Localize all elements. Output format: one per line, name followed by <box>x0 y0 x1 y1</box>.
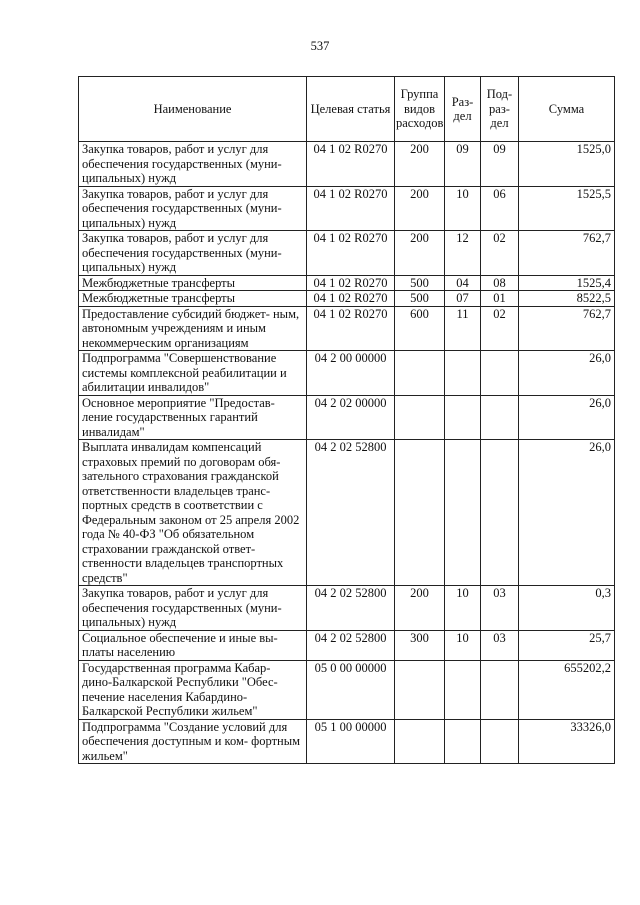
cell-expense-group: 200 <box>395 231 445 276</box>
cell-section <box>445 440 481 586</box>
cell-name: Закупка товаров, работ и услуг для обеспечения государственных (муни- ципальных) нужд <box>79 186 307 231</box>
cell-subsection <box>481 719 519 764</box>
cell-section: 04 <box>445 275 481 291</box>
header-section: Раз- дел <box>445 77 481 142</box>
table-row <box>79 440 615 586</box>
cell-subsection <box>481 660 519 719</box>
cell-sum: 26,0 <box>519 440 615 586</box>
cell-section: 09 <box>445 142 481 187</box>
table-header-row <box>79 77 615 142</box>
cell-section: 12 <box>445 231 481 276</box>
cell-sum: 655202,2 <box>519 660 615 719</box>
table-row <box>79 630 615 660</box>
cell-target-article: 04 2 02 00000 <box>307 395 395 440</box>
table-body <box>79 142 615 764</box>
table-row <box>79 231 615 276</box>
cell-target-article: 04 1 02 R0270 <box>307 231 395 276</box>
cell-subsection: 03 <box>481 586 519 631</box>
cell-expense-group <box>395 660 445 719</box>
cell-name: Социальное обеспечение и иные вы- платы населению <box>79 630 307 660</box>
cell-subsection: 01 <box>481 291 519 307</box>
cell-expense-group: 500 <box>395 275 445 291</box>
cell-target-article: 04 1 02 R0270 <box>307 291 395 307</box>
budget-table <box>78 76 615 764</box>
table-row <box>79 142 615 187</box>
cell-expense-group <box>395 351 445 396</box>
cell-name: Предоставление субсидий бюджет- ным, автономным учреждениям и иным некоммерческим организациям <box>79 306 307 351</box>
cell-expense-group <box>395 440 445 586</box>
cell-subsection: 09 <box>481 142 519 187</box>
header-name: Наименование <box>79 77 307 142</box>
cell-expense-group: 200 <box>395 142 445 187</box>
cell-expense-group: 500 <box>395 291 445 307</box>
cell-sum: 762,7 <box>519 306 615 351</box>
cell-subsection <box>481 351 519 396</box>
cell-subsection: 06 <box>481 186 519 231</box>
cell-target-article: 04 2 02 52800 <box>307 586 395 631</box>
table-row <box>79 186 615 231</box>
cell-section: 07 <box>445 291 481 307</box>
cell-name: Межбюджетные трансферты <box>79 275 307 291</box>
cell-expense-group: 600 <box>395 306 445 351</box>
cell-subsection <box>481 395 519 440</box>
cell-section <box>445 719 481 764</box>
cell-name: Выплата инвалидам компенсаций страховых премий по договорам обя- зательного страхования гражданской ответственности владельцев транс- портных средств в соответствии с Федеральным законом от 25 апреля 2002 года № 40-ФЗ "Об обязательном страховании гражданской ответ- ственности владельцев транспортных средств" <box>79 440 307 586</box>
cell-subsection: 08 <box>481 275 519 291</box>
header-expense-group: Группа видов расходов <box>395 77 445 142</box>
cell-expense-group <box>395 395 445 440</box>
cell-expense-group: 200 <box>395 186 445 231</box>
table-row <box>79 306 615 351</box>
cell-expense-group: 200 <box>395 586 445 631</box>
cell-sum: 8522,5 <box>519 291 615 307</box>
cell-name: Закупка товаров, работ и услуг для обеспечения государственных (муни- ципальных) нужд <box>79 231 307 276</box>
cell-name: Подпрограмма "Совершенствование системы комплексной реабилитации и абилитации инвалидов" <box>79 351 307 396</box>
cell-sum: 26,0 <box>519 395 615 440</box>
cell-sum: 26,0 <box>519 351 615 396</box>
cell-name: Закупка товаров, работ и услуг для обеспечения государственных (муни- ципальных) нужд <box>79 142 307 187</box>
table-row <box>79 660 615 719</box>
cell-target-article: 04 2 02 52800 <box>307 630 395 660</box>
cell-target-article: 05 1 00 00000 <box>307 719 395 764</box>
cell-expense-group <box>395 719 445 764</box>
cell-subsection: 02 <box>481 306 519 351</box>
table-row <box>79 586 615 631</box>
cell-target-article: 04 1 02 R0270 <box>307 186 395 231</box>
table-row <box>79 719 615 764</box>
cell-sum: 762,7 <box>519 231 615 276</box>
cell-section: 10 <box>445 630 481 660</box>
page-number: 537 <box>310 39 330 53</box>
cell-sum: 33326,0 <box>519 719 615 764</box>
cell-target-article: 04 1 02 R0270 <box>307 306 395 351</box>
cell-section: 11 <box>445 306 481 351</box>
header-sum: Сумма <box>519 77 615 142</box>
cell-name: Подпрограмма "Создание условий для обеспечения доступным и ком- фортным жильем" <box>79 719 307 764</box>
cell-sum: 0,3 <box>519 586 615 631</box>
cell-name: Межбюджетные трансферты <box>79 291 307 307</box>
cell-section <box>445 351 481 396</box>
cell-subsection <box>481 440 519 586</box>
table-row <box>79 275 615 291</box>
cell-subsection: 03 <box>481 630 519 660</box>
cell-target-article: 04 1 02 R0270 <box>307 142 395 187</box>
header-target-article: Целевая статья <box>307 77 395 142</box>
cell-target-article: 04 2 02 52800 <box>307 440 395 586</box>
cell-target-article: 05 0 00 00000 <box>307 660 395 719</box>
cell-section: 10 <box>445 586 481 631</box>
table-row <box>79 291 615 307</box>
cell-sum: 1525,0 <box>519 142 615 187</box>
cell-subsection: 02 <box>481 231 519 276</box>
cell-target-article: 04 1 02 R0270 <box>307 275 395 291</box>
cell-section <box>445 395 481 440</box>
cell-section: 10 <box>445 186 481 231</box>
cell-section <box>445 660 481 719</box>
cell-sum: 1525,5 <box>519 186 615 231</box>
cell-name: Государственная программа Кабар- дино-Балкарской Республики "Обес- печение населения Кабардино- Балкарской Республики жильем" <box>79 660 307 719</box>
cell-sum: 1525,4 <box>519 275 615 291</box>
table-row <box>79 395 615 440</box>
cell-name: Закупка товаров, работ и услуг для обеспечения государственных (муни- ципальных) нужд <box>79 586 307 631</box>
cell-sum: 25,7 <box>519 630 615 660</box>
cell-target-article: 04 2 00 00000 <box>307 351 395 396</box>
cell-name: Основное мероприятие "Предостав- ление государственных гарантий инвалидам" <box>79 395 307 440</box>
cell-expense-group: 300 <box>395 630 445 660</box>
header-subsection: Под- раз- дел <box>481 77 519 142</box>
table-row <box>79 351 615 396</box>
